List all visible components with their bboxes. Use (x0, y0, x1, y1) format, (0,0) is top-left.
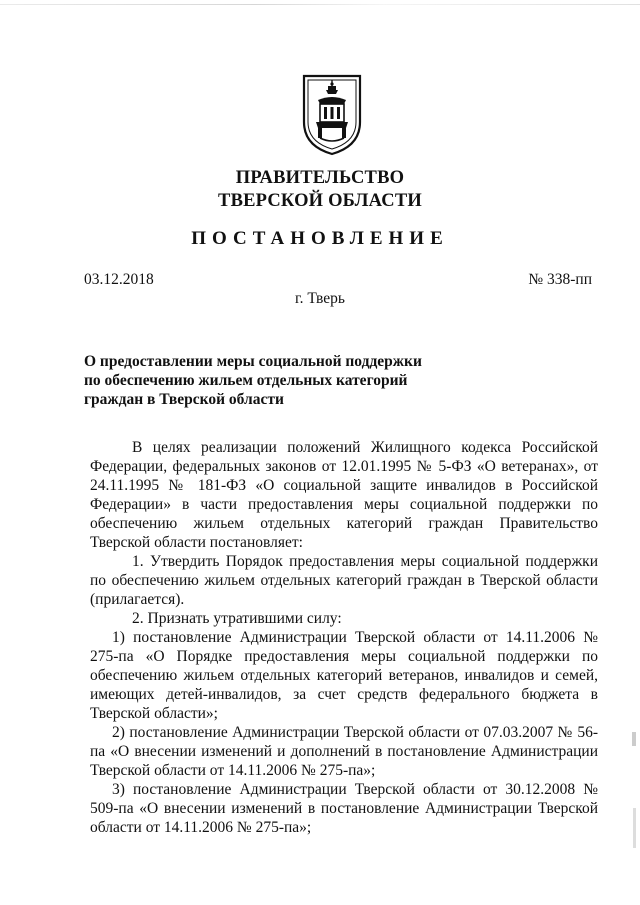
subitem-3-paragraph: 3) постановление Администрации Тверской области от 30.12.2008 № 509-па «О внесении изменений в постановление Администрации Тверской области от 14.11.2006 № 275-па»; (90, 781, 598, 836)
document-body (90, 438, 598, 837)
government-name-line1: ПРАВИТЕЛЬСТВО (235, 168, 405, 188)
tver-coat-of-arms-icon (300, 72, 364, 156)
subject-line: О предоставлении меры социальной поддержки (84, 353, 422, 370)
subject-line: граждан в Тверской области (84, 391, 284, 408)
government-name-line2: ТВЕРСКОЙ ОБЛАСТИ (218, 191, 422, 211)
scan-margin-mark (632, 732, 636, 746)
item-2-paragraph: 2. Признать утратившими силу: (132, 610, 342, 627)
scan-edge-artifact (0, 4, 640, 5)
subject-line: по обеспечению жильем отдельных категорий (84, 372, 408, 389)
document-type-title: ПОСТАНОВЛЕНИЕ (191, 228, 449, 249)
document-subject (84, 352, 444, 409)
document-number: № 338-пп (528, 271, 592, 288)
subitem-1-paragraph: 1) постановление Администрации Тверской области от 14.11.2006 № 275-па «О Порядке предоставления меры социальной поддержки по обеспечению жильем отдельных категорий ветеранов, инвалидов и семей, имеющих детей-инвалидов, за счет средств федерального бюджета в Тверской области»; (90, 629, 598, 722)
subitem-2-paragraph: 2) постановление Администрации Тверской области от 07.03.2007 № 56-па «О внесении изменений и дополнений в постановление Администрации Тверской области от 14.11.2006 № 275-па»; (90, 724, 598, 779)
scan-margin-mark (633, 808, 636, 848)
document-date: 03.12.2018 (84, 271, 154, 288)
document-city: г. Тверь (295, 290, 345, 307)
item-1-paragraph: 1. Утвердить Порядок предоставления меры социальной поддержки по обеспечению жильем отдельных категорий граждан в Тверской области (прилагается). (90, 553, 598, 608)
preamble-paragraph: В целях реализации положений Жилищного кодекса Российской Федерации, федеральных законов от 12.01.1995 № 5-ФЗ «О ветеранах», от 24.11.1995 № 181-ФЗ «О социальной защите инвалидов в Российской Федерации» в части предоставления меры социальной поддержки по обеспечению жильем отдельных категорий граждан Правительство Тверской области постановляет: (90, 439, 598, 551)
